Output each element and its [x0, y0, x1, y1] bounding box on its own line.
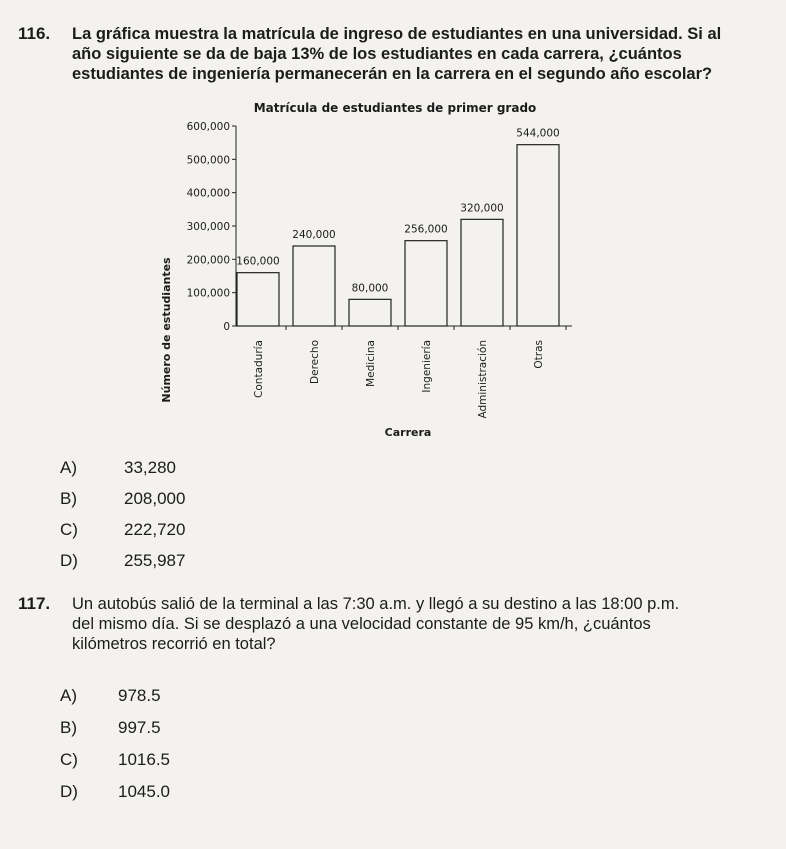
option-letter: D) [60, 782, 78, 801]
option-letter: A) [60, 458, 77, 477]
y-tick-label: 400,000 [186, 187, 230, 200]
x-tick-label: Medicina [365, 340, 377, 387]
question-line: estudiantes de ingeniería permanecerán en la carrera en el segundo año escolar? [72, 65, 713, 83]
question-text [72, 594, 732, 654]
question-line: año siguiente se da de baja 13% de los estudiantes en cada carrera, ¿cuántos [72, 45, 682, 63]
option-value: 997.5 [118, 718, 161, 737]
option-letter: B) [60, 718, 77, 737]
data-label: 80,000 [351, 282, 389, 295]
option-value: 978.5 [118, 686, 161, 705]
option-letter: D) [60, 551, 78, 570]
data-label: 240,000 [292, 229, 336, 241]
question-line: La gráfica muestra la matrícula de ingreso de estudiantes en una universidad. Si al [72, 25, 722, 43]
question-line: kilómetros recorrió en total? [72, 635, 276, 653]
option-value: 1045.0 [118, 782, 170, 801]
option-letter: B) [60, 489, 77, 508]
bar [517, 145, 559, 326]
bar [405, 241, 447, 326]
y-tick-label: 300,000 [186, 221, 230, 233]
question-number: 117. [18, 594, 51, 613]
option-letter: C) [60, 750, 78, 769]
option-value: 208,000 [124, 489, 186, 508]
x-tick-label: Derecho [309, 340, 321, 384]
option-letter: A) [60, 686, 77, 705]
bar [461, 219, 503, 326]
question-line: del mismo día. Si se desplazó a una velocidad constante de 95 km/h, ¿cuántos [72, 615, 651, 633]
chart-title: Matrícula de estudiantes de primer grado [253, 101, 537, 115]
bar [349, 299, 391, 326]
option-value: 1016.5 [118, 750, 170, 769]
x-tick-label: Administración [477, 340, 489, 419]
y-tick-label: 600,000 [186, 121, 230, 133]
option-value: 255,987 [124, 551, 186, 570]
data-label: 256,000 [404, 223, 448, 236]
question-number: 116. [18, 24, 51, 43]
x-axis-label: Carrera [384, 426, 432, 439]
bar [237, 273, 279, 326]
option-value: 33,280 [124, 458, 176, 477]
option-value: 222,720 [124, 520, 186, 539]
data-label: 320,000 [460, 202, 504, 215]
data-label: 544,000 [516, 127, 560, 140]
y-tick-label: 500,000 [186, 154, 230, 167]
x-tick-label: Contaduría [253, 340, 265, 398]
x-tick-label: Otras [533, 340, 545, 369]
y-axis-label: Número de estudiantes [160, 257, 173, 403]
question-text [72, 24, 732, 84]
y-tick-label: 100,000 [186, 287, 230, 300]
data-label: 160,000 [236, 255, 280, 268]
x-tick-label: Ingeniería [421, 340, 433, 393]
y-tick-label: 0 [223, 321, 230, 333]
bar [293, 246, 335, 326]
question-line: Un autobús salió de la terminal a las 7:30 a.m. y llegó a su destino a las 18:00 p.m. [72, 595, 680, 613]
enrollment-bar-chart [150, 100, 590, 440]
option-letter: C) [60, 520, 78, 539]
y-tick-label: 200,000 [186, 254, 230, 267]
